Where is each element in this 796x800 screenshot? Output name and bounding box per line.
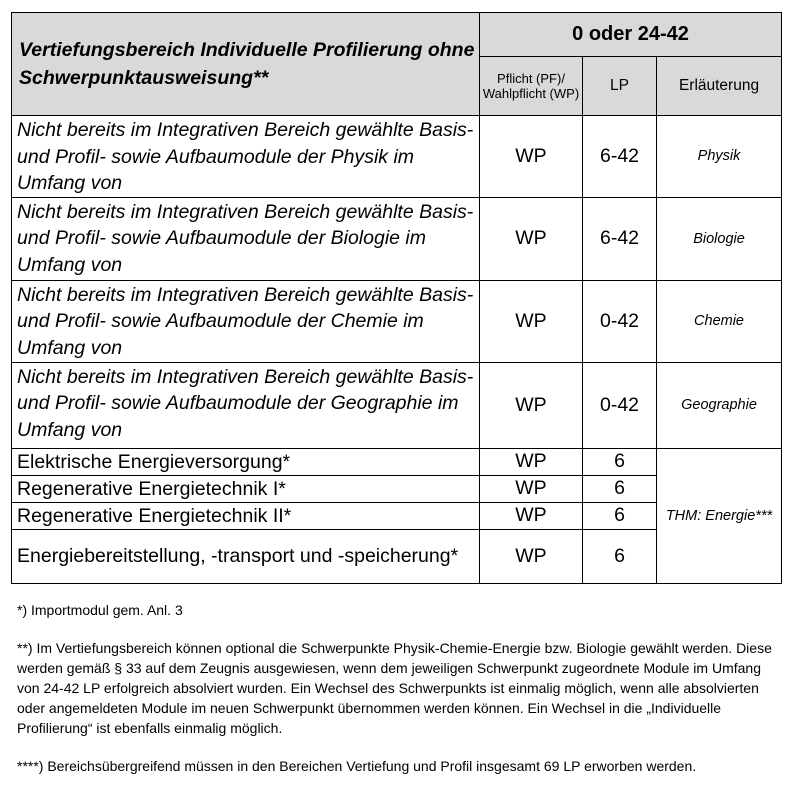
module-description: Regenerative Energietechnik II* xyxy=(12,502,480,529)
table-row xyxy=(12,448,782,475)
column-header-lp: LP xyxy=(583,57,657,116)
module-note: Chemie xyxy=(657,280,782,362)
module-type: WP xyxy=(480,475,583,502)
module-type: WP xyxy=(480,116,583,198)
module-lp: 6-42 xyxy=(583,116,657,198)
module-lp: 6 xyxy=(583,529,657,583)
module-description: Regenerative Energietechnik I* xyxy=(12,475,480,502)
module-type: WP xyxy=(480,280,583,362)
module-type: WP xyxy=(480,197,583,280)
credit-range-header: 0 oder 24-42 xyxy=(480,13,782,57)
thm-energie-note: THM: Energie*** xyxy=(657,448,782,583)
table-row xyxy=(12,197,782,280)
column-header-note: Erläuterung xyxy=(657,57,782,116)
table-row xyxy=(12,116,782,198)
module-lp: 6 xyxy=(583,448,657,475)
table-row xyxy=(12,280,782,362)
module-type: WP xyxy=(480,362,583,448)
module-lp: 6 xyxy=(583,502,657,529)
module-lp: 6 xyxy=(583,475,657,502)
module-description: Nicht bereits im Integrativen Bereich gewählte Basis- und Profil- sowie Aufbaumodule der Geographie im Umfang von xyxy=(12,362,480,448)
module-note: Physik xyxy=(657,116,782,198)
module-type: WP xyxy=(480,448,583,475)
table-row xyxy=(12,362,782,448)
footnote-lp-total: ****) Bereichsübergreifend müssen in den Bereichen Vertiefung und Profil insgesamt 69 LP erworben werden. xyxy=(17,758,697,774)
footnotes xyxy=(17,600,777,776)
module-description: Elektrische Energieversorgung* xyxy=(12,448,480,475)
module-type: WP xyxy=(480,502,583,529)
module-note: Geographie xyxy=(657,362,782,448)
module-table xyxy=(11,12,782,584)
module-type: WP xyxy=(480,529,583,583)
module-description: Nicht bereits im Integrativen Bereich gewählte Basis- und Profil- sowie Aufbaumodule der Biologie im Umfang von xyxy=(12,197,480,280)
module-lp: 0-42 xyxy=(583,280,657,362)
module-note: Biologie xyxy=(657,197,782,280)
module-lp: 6-42 xyxy=(583,197,657,280)
column-header-type: Pflicht (PF)/ Wahlpflicht (WP) xyxy=(480,57,583,116)
module-description: Energiebereitstellung, -transport und -speicherung* xyxy=(12,529,480,583)
footnote-import: *) Importmodul gem. Anl. 3 xyxy=(17,602,183,618)
table-title: Vertiefungsbereich Individuelle Profilierung ohne Schwerpunktausweisung** xyxy=(12,13,480,116)
footnote-schwerpunkt: **) Im Vertiefungsbereich können optional die Schwerpunkte Physik-Chemie-Energie bzw. Biologie gewählt werden. Diese werden gemäß § 33 auf dem Zeugnis ausgewiesen, wenn dem jeweiligen Schwerpunkt zugeordnete Module im Umfang von 24-42 LP erfolgreich absolviert wurden. Ein Wechsel des Schwerpunkts ist einmalig möglich, wenn alle absolvierten oder angemeldeten Module im neuen Schwerpunkt übernommen werden können. Ein Wechsel in die „Individuelle Profilierung“ ist ebenfalls einmalig möglich. xyxy=(17,640,772,736)
module-description: Nicht bereits im Integrativen Bereich gewählte Basis- und Profil- sowie Aufbaumodule der Chemie im Umfang von xyxy=(12,280,480,362)
module-description: Nicht bereits im Integrativen Bereich gewählte Basis- und Profil- sowie Aufbaumodule der Physik im Umfang von xyxy=(12,116,480,198)
module-lp: 0-42 xyxy=(583,362,657,448)
